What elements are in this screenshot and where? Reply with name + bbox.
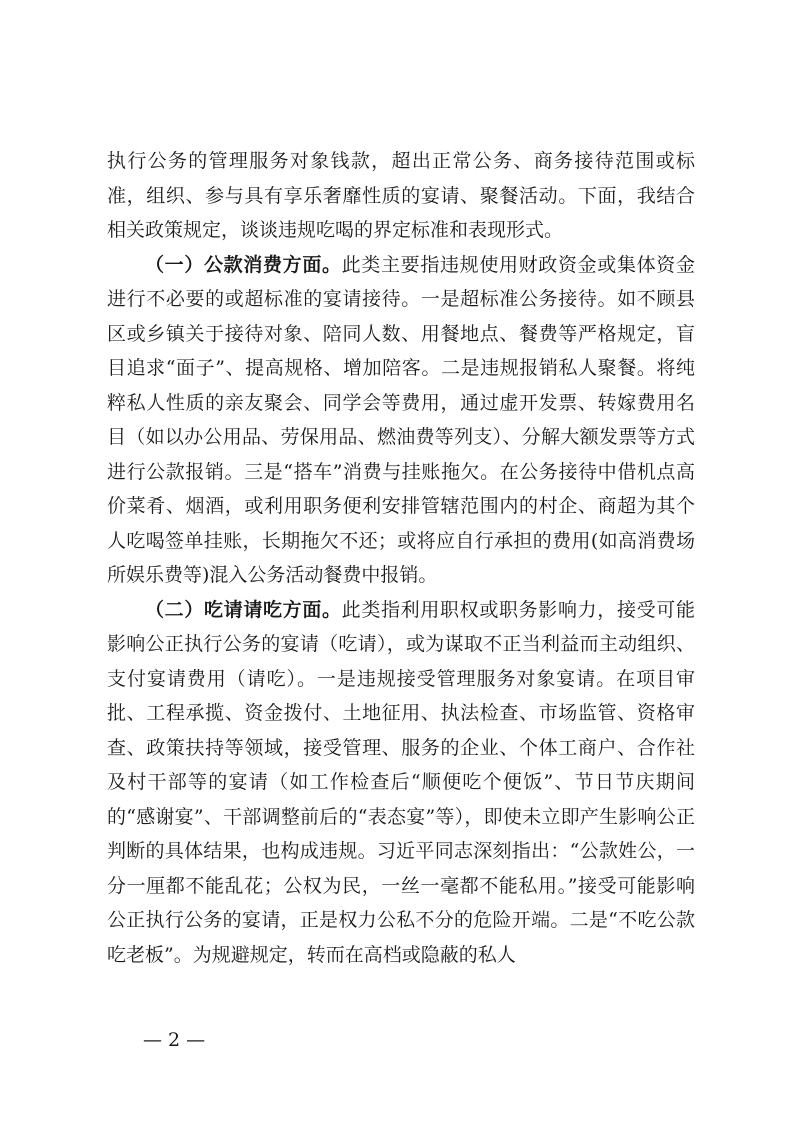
paragraph-2-text: 此类主要指违规使用财政资金或集体资金进行不必要的或超标准的宴请接待。一是超标准公务接待。如不顾县区或乡镇关于接待对象、陪同人数、用餐地点、餐费等严格规定，盲目追求“面子”、提高规格、增加陪客。二是违规报销私人聚餐。将纯粹私人性质的亲友聚会、同学会等费用，通过虚开发票、转嫁费用名目（如以办公用品、劳保用品、燃油费等列支）、分解大额发票等方式进行公款报销。三是“搭车”消费与挂账拖欠。在公务接待中借机点高价菜肴、烟酒，或利用职务便利安排管辖范围内的村企、商超为其个人吃喝签单挂账，长期拖欠不还；或将应自行承担的费用(如高消费场所娱乐费等)混入公务活动餐费中报销。 — [107, 253, 695, 586]
paragraph-1 — [107, 144, 695, 248]
paragraph-2 — [107, 248, 695, 593]
section-heading-public-funds: （一）公款消费方面。 — [145, 253, 342, 276]
paragraph-3 — [107, 593, 695, 973]
paragraph-1-text: 执行公务的管理服务对象钱款，超出正常公务、商务接待范围或标准，组织、参与具有享乐奢靡性质的宴请、聚餐活动。下面，我结合相关政策规定，谈谈违规吃喝的界定标准和表现形式。 — [107, 150, 695, 241]
paragraph-3-text: 此类指利用职权或职务影响力，接受可能影响公正执行公务的宴请（吃请），或为谋取不正当利益而主动组织、支付宴请费用（请吃）。一是违规接受管理服务对象宴请。在项目审批、工程承揽、资金拨付、土地征用、执法检查、市场监管、资格审查、政策扶持等领域，接受管理、服务的企业、个体工商户、合作社及村干部等的宴请（如工作检查后“顺便吃个便饭”、节日节庆期间的“感谢宴”、干部调整前后的“表态宴”等），即使未立即产生影响公正判断的具体结果，也构成违规。习近平同志深刻指出：“公款姓公，一分一厘都不能乱花；公权为民，一丝一毫都不能私用。”接受可能影响公正执行公务的宴请，正是权力公私不分的危险开端。二是“不吃公款吃老板”。为规避规定，转而在高档或隐蔽的私人 — [107, 598, 695, 966]
page-number: — 2 — — [143, 1029, 206, 1051]
section-heading-banquets: （二）吃请请吃方面。 — [145, 598, 342, 621]
document-body — [107, 144, 695, 972]
